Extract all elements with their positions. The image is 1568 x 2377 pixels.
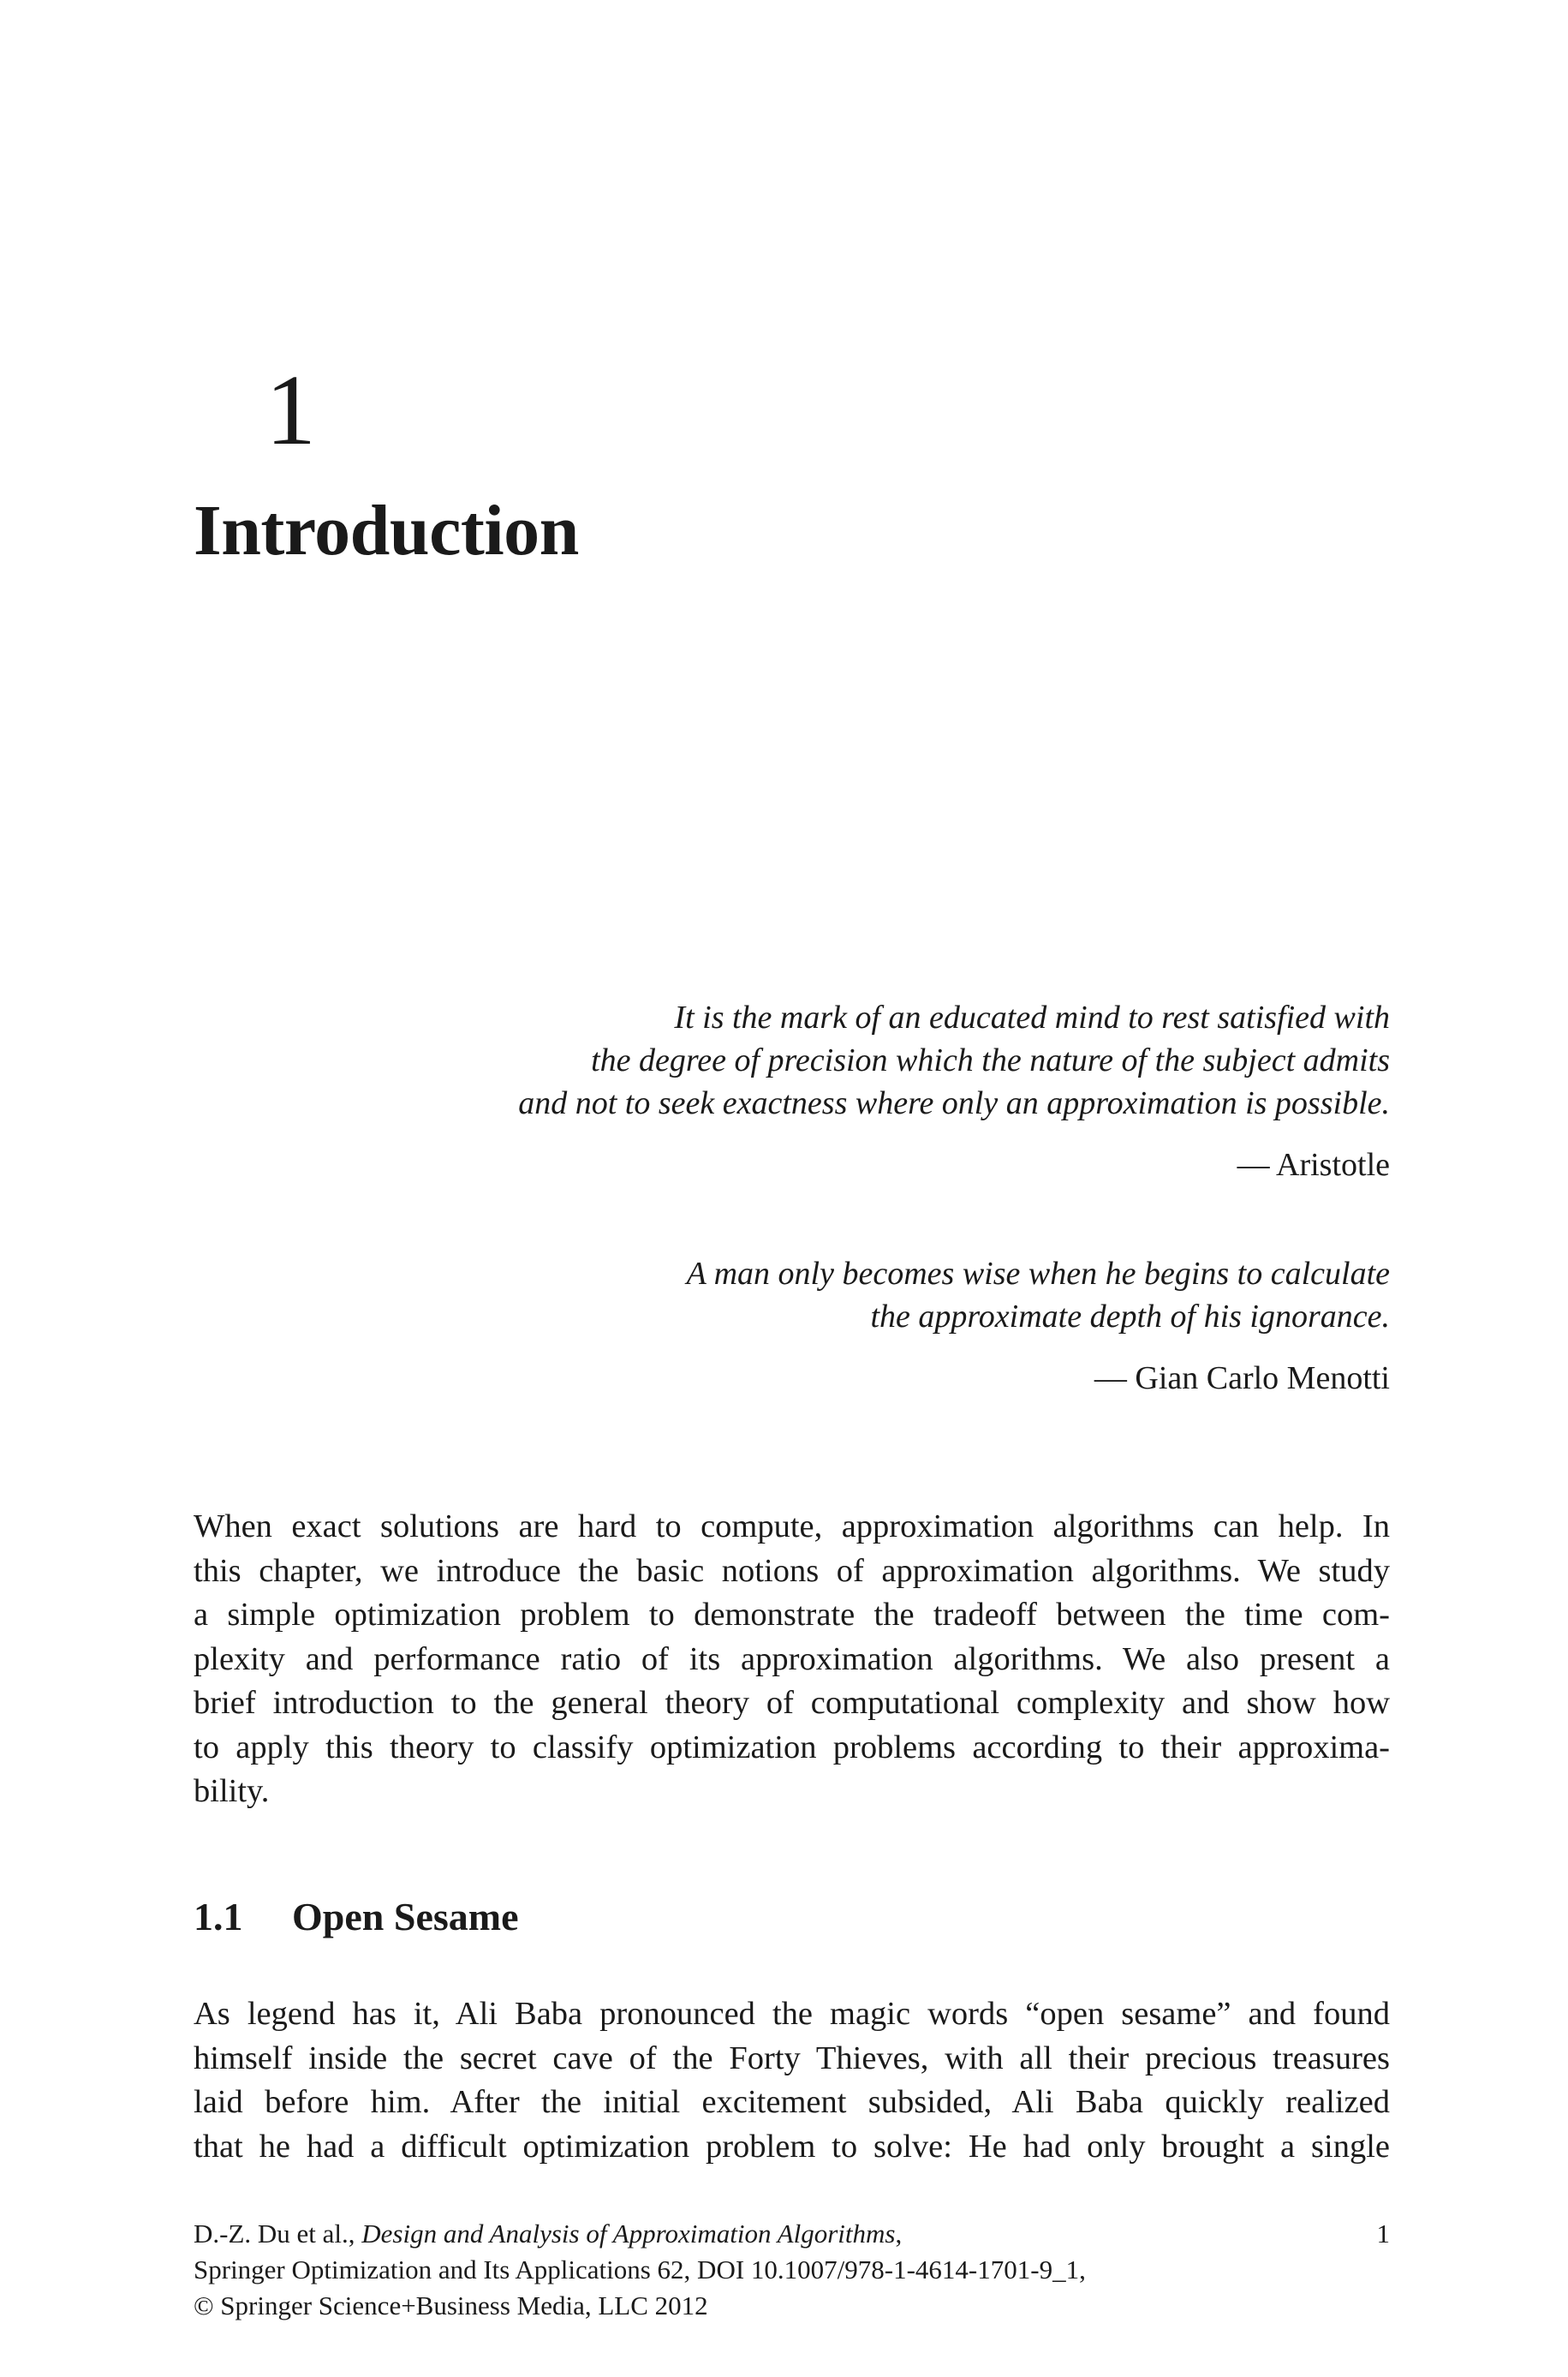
footer-citation-line <box>194 2216 1390 2252</box>
epigraph-aristotle <box>362 996 1390 1186</box>
page-footer <box>194 2216 1390 2324</box>
paragraph-line: a simple optimization problem to demonstrate the tradeoff between the time com- <box>194 1597 1390 1633</box>
epigraph-line: and not to seek exactness where only an approximation is possible. <box>518 1085 1390 1121</box>
epigraph-menotti <box>362 1252 1390 1400</box>
epigraph-line: A man only becomes wise when he begins to calculate <box>686 1256 1390 1292</box>
paragraph-line: that he had a difficult optimization problem to solve: He had only brought a single <box>194 2128 1390 2165</box>
footer-copyright-line: © Springer Science+Business Media, LLC 2012 <box>194 2290 708 2320</box>
section-title: Open Sesame <box>292 1895 519 1938</box>
section-number: 1.1 <box>194 1895 243 1938</box>
section-heading <box>194 1897 519 1937</box>
intro-paragraph <box>194 1505 1390 1814</box>
footer-book-title: Design and Analysis of Approximation Algorithms <box>361 2219 896 2249</box>
chapter-number: 1 <box>265 354 316 466</box>
paragraph-line: bility. <box>194 1773 270 1809</box>
paragraph-line: himself inside the secret cave of the Forty Thieves, with all their precious treasures <box>194 2040 1390 2076</box>
paragraph-line: brief introduction to the general theory of computational complexity and show how <box>194 1685 1390 1721</box>
epigraph-line: the approximate depth of his ignorance. <box>870 1299 1390 1335</box>
footer-book-title-suffix: , <box>895 2219 903 2249</box>
epigraph-attribution: — Aristotle <box>1237 1147 1390 1183</box>
epigraph-attribution: — Gian Carlo Menotti <box>1094 1360 1390 1396</box>
section-paragraph <box>194 1992 1390 2169</box>
page-number: 1 <box>1376 2219 1390 2249</box>
paragraph-line: As legend has it, Ali Baba pronounced the magic words “open sesame” and found <box>194 1996 1390 2032</box>
footer-authors: D.-Z. Du et al., <box>194 2219 362 2249</box>
paragraph-line: to apply this theory to classify optimization problems according to their approxima- <box>194 1729 1390 1765</box>
epigraph-line: the degree of precision which the nature of the subject admits <box>591 1042 1390 1078</box>
paragraph-line: laid before him. After the initial excitement subsided, Ali Baba quickly realized <box>194 2084 1390 2120</box>
chapter-title: Introduction <box>194 491 579 570</box>
paragraph-line: this chapter, we introduce the basic notions of approximation algorithms. We study <box>194 1552 1390 1589</box>
footer-series-line: Springer Optimization and Its Applications 62, DOI 10.1007/978-1-4614-1701-9_1, <box>194 2255 1086 2284</box>
paragraph-line: When exact solutions are hard to compute, approximation algorithms can help. In <box>194 1508 1390 1544</box>
paragraph-line: plexity and performance ratio of its approximation algorithms. We also present a <box>194 1640 1390 1677</box>
epigraph-line: It is the mark of an educated mind to rest satisfied with <box>674 1000 1390 1036</box>
